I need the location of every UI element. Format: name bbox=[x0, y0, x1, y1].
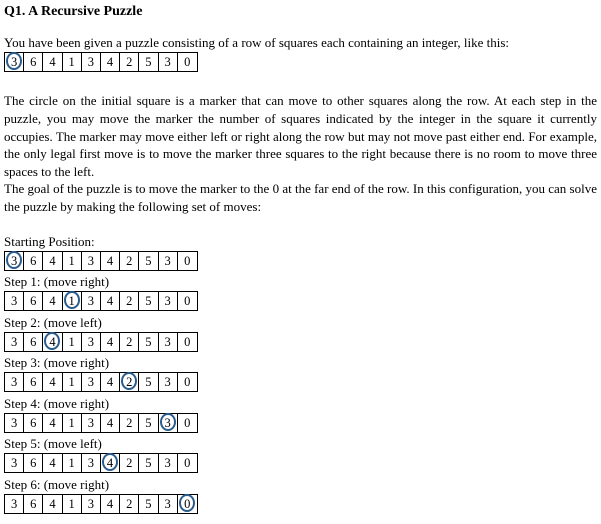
puzzle-square: 4 bbox=[43, 333, 62, 351]
puzzle-square: 0 bbox=[184, 254, 191, 268]
puzzle-square: 3 bbox=[159, 373, 178, 391]
puzzle-square: 4 bbox=[101, 53, 120, 71]
puzzle-square: 4 bbox=[101, 252, 120, 270]
intro-text: You have been given a puzzle consisting of a row of squares each containing an integer, like this: bbox=[4, 35, 510, 50]
puzzle-square: 4 bbox=[101, 292, 120, 310]
puzzle-square: 3 bbox=[5, 373, 24, 391]
step-label: Step 4: (move right) bbox=[4, 396, 110, 411]
marker-circle-icon bbox=[64, 291, 80, 309]
puzzle-square: 3 bbox=[159, 414, 178, 432]
puzzle-square: 3 bbox=[82, 373, 101, 391]
puzzle-square: 6 bbox=[24, 454, 43, 472]
puzzle-square: 2 bbox=[120, 495, 139, 513]
puzzle-square: 1 bbox=[63, 495, 82, 513]
puzzle-square: 4 bbox=[43, 495, 62, 513]
marker-circle-icon bbox=[44, 332, 60, 350]
puzzle-square: 2 bbox=[120, 292, 139, 310]
puzzle-square: 1 bbox=[63, 53, 82, 71]
puzzle-square: 3 bbox=[5, 292, 24, 310]
puzzle-square: 1 bbox=[63, 252, 82, 270]
puzzle-square: 3 bbox=[159, 333, 178, 351]
step-row bbox=[4, 291, 198, 311]
marker-circle-icon bbox=[121, 372, 137, 390]
puzzle-square: 0 bbox=[184, 456, 191, 470]
marker-circle-icon bbox=[102, 453, 118, 471]
puzzle-square: 3 bbox=[5, 495, 24, 513]
step-row bbox=[4, 494, 198, 514]
puzzle-square: 3 bbox=[5, 333, 24, 351]
puzzle-square: 4 bbox=[101, 414, 120, 432]
puzzle-square: 3 bbox=[82, 333, 101, 351]
puzzle-square: 4 bbox=[43, 53, 62, 71]
puzzle-square: 4 bbox=[43, 454, 62, 472]
puzzle-square: 2 bbox=[120, 373, 139, 391]
puzzle-square: 3 bbox=[159, 292, 178, 310]
puzzle-square: 3 bbox=[159, 53, 178, 71]
puzzle-square: 6 bbox=[24, 333, 43, 351]
puzzle-square: 1 bbox=[63, 414, 82, 432]
puzzle-square: 3 bbox=[82, 53, 101, 71]
puzzle-square: 4 bbox=[43, 373, 62, 391]
puzzle-square: 2 bbox=[120, 252, 139, 270]
puzzle-square: 0 bbox=[184, 55, 191, 69]
marker-circle-icon bbox=[179, 494, 195, 512]
puzzle-square: 1 bbox=[63, 292, 82, 310]
puzzle-square: 3 bbox=[5, 252, 24, 270]
puzzle-row bbox=[4, 52, 198, 72]
puzzle-square: 3 bbox=[82, 495, 101, 513]
goal-paragraph: The goal of the puzzle is to move the marker to the 0 at the far end of the row. In this configuration, you can solve the puzzle by making the following set of moves: bbox=[4, 181, 597, 214]
step-row bbox=[4, 332, 198, 352]
step-label: Starting Position: bbox=[4, 234, 95, 249]
puzzle-square: 5 bbox=[139, 495, 158, 513]
puzzle-square: 1 bbox=[63, 333, 82, 351]
puzzle-square: 6 bbox=[24, 495, 43, 513]
step-row bbox=[4, 251, 198, 271]
marker-circle-icon bbox=[160, 413, 176, 431]
step-label: Step 5: (move left) bbox=[4, 436, 102, 451]
puzzle-square: 5 bbox=[139, 414, 158, 432]
puzzle-square: 3 bbox=[159, 252, 178, 270]
step-label: Step 3: (move right) bbox=[4, 355, 110, 370]
step-label: Step 6: (move right) bbox=[4, 477, 110, 492]
puzzle-square: 5 bbox=[139, 292, 158, 310]
puzzle-square: 1 bbox=[63, 373, 82, 391]
puzzle-square: 3 bbox=[5, 454, 24, 472]
puzzle-square: 0 bbox=[184, 375, 191, 389]
puzzle-square: 0 bbox=[184, 294, 191, 308]
puzzle-square: 2 bbox=[120, 454, 139, 472]
puzzle-square: 1 bbox=[63, 454, 82, 472]
puzzle-square: 0 bbox=[184, 416, 191, 430]
puzzle-square: 3 bbox=[82, 252, 101, 270]
step-row bbox=[4, 413, 198, 433]
puzzle-square: 5 bbox=[139, 53, 158, 71]
step-row bbox=[4, 453, 198, 473]
puzzle-square: 4 bbox=[101, 454, 120, 472]
puzzle-square: 4 bbox=[43, 414, 62, 432]
puzzle-square: 4 bbox=[101, 333, 120, 351]
puzzle-square: 6 bbox=[24, 252, 43, 270]
puzzle-square: 5 bbox=[139, 333, 158, 351]
puzzle-square: 2 bbox=[120, 333, 139, 351]
puzzle-square: 3 bbox=[82, 414, 101, 432]
puzzle-square: 2 bbox=[120, 53, 139, 71]
step-row bbox=[4, 372, 198, 392]
puzzle-square: 6 bbox=[24, 373, 43, 391]
step-label: Step 2: (move left) bbox=[4, 315, 102, 330]
puzzle-square: 2 bbox=[120, 414, 139, 432]
puzzle-square: 4 bbox=[43, 292, 62, 310]
puzzle-square: 3 bbox=[82, 454, 101, 472]
puzzle-square: 0 bbox=[184, 335, 191, 349]
question-title: Q1. A Recursive Puzzle bbox=[4, 4, 143, 19]
puzzle-square: 4 bbox=[43, 252, 62, 270]
puzzle-square: 6 bbox=[24, 53, 43, 71]
puzzle-square: 0 bbox=[178, 495, 197, 513]
puzzle-square: 3 bbox=[159, 495, 178, 513]
puzzle-square: 3 bbox=[5, 53, 24, 71]
puzzle-square: 6 bbox=[24, 414, 43, 432]
puzzle-square: 5 bbox=[139, 454, 158, 472]
puzzle-square: 4 bbox=[101, 373, 120, 391]
puzzle-square: 6 bbox=[24, 292, 43, 310]
puzzle-square: 5 bbox=[139, 373, 158, 391]
marker-circle-icon bbox=[6, 251, 22, 269]
puzzle-square: 3 bbox=[5, 414, 24, 432]
puzzle-square: 3 bbox=[82, 292, 101, 310]
puzzle-square: 4 bbox=[101, 495, 120, 513]
marker-circle-icon bbox=[6, 52, 22, 70]
puzzle-square: 5 bbox=[139, 252, 158, 270]
step-label: Step 1: (move right) bbox=[4, 274, 110, 289]
rules-paragraph: The circle on the initial square is a marker that can move to other squares along the row. At each step in the puzzle, you may move the marker the number of squares indicated by the integer in the square it currently occupies. The marker may move either left or right along the row but may not move past either end. For example, the only legal first move is to move the marker three squares to the right because there is no room to move three spaces to the left. bbox=[4, 93, 597, 180]
puzzle-square: 3 bbox=[159, 454, 178, 472]
